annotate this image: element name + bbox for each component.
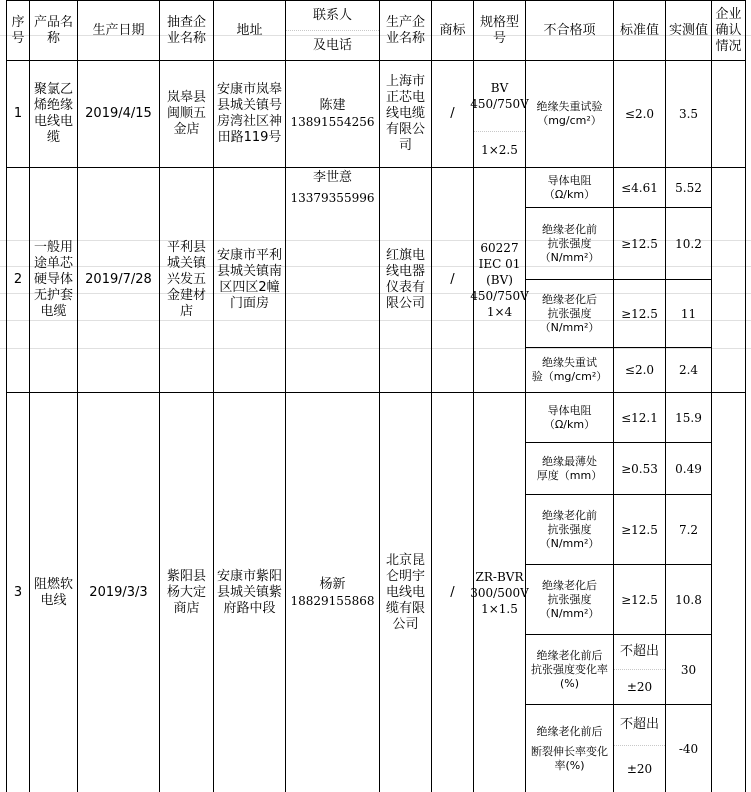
header-measured-value-label: 实测值: [668, 22, 708, 38]
row1-product-text: 聚氯乙烯绝缘电线电缆: [33, 82, 73, 145]
row3-measured-6[interactable]: [666, 705, 712, 792]
row2-standard-3[interactable]: [614, 280, 666, 348]
row3-item-4-l2: 抗张强度（N/mm²）: [539, 592, 600, 620]
row3-measured-1-text: 15.9: [675, 410, 702, 425]
row1-company-text: 岚皋县闽顺五金店: [166, 90, 206, 137]
row3-standard-1[interactable]: [614, 393, 666, 443]
row3-measured-3-text: 7.2: [678, 522, 699, 537]
row3-manufacturer-text: 北京昆仑明宇电线电缆有限公司: [385, 552, 425, 632]
row3-measured-4[interactable]: [666, 565, 712, 635]
row3-address-text: 安康市紫阳县城关镇紫府路中段: [216, 568, 282, 616]
row3-standard-3-text: ≥12.5: [621, 522, 658, 537]
row1-spec-b: 1×2.5: [474, 131, 525, 167]
row2-company[interactable]: [160, 168, 214, 393]
row2-date-text: 2019/7/28: [85, 272, 152, 287]
row1-seq[interactable]: [6, 61, 30, 168]
row3-product[interactable]: [30, 393, 78, 792]
header-address[interactable]: [214, 0, 286, 61]
row3-contact-name: 杨新: [319, 576, 346, 592]
row3-date[interactable]: [78, 393, 160, 792]
row3-standard-5-l2: ±20: [614, 669, 665, 704]
header-contact[interactable]: [286, 0, 380, 61]
row2-item-2-l1: 绝缘老化前: [542, 222, 597, 236]
header-standard-value-label: 标准值: [619, 22, 659, 38]
row2-standard-4[interactable]: [614, 348, 666, 393]
row3-measured-3[interactable]: [666, 495, 712, 565]
row2-item-3-l1: 绝缘老化后: [542, 292, 597, 306]
row3-trademark-text: /: [450, 584, 455, 600]
row1-product[interactable]: [30, 61, 78, 168]
row1-company[interactable]: [160, 61, 214, 168]
row3-trademark[interactable]: [432, 393, 474, 792]
row3-company[interactable]: [160, 393, 214, 792]
row3-standard-3[interactable]: [614, 495, 666, 565]
row3-standard-4[interactable]: [614, 565, 666, 635]
row2-item-2-l2: 抗张强度（N/mm²）: [539, 236, 600, 264]
row2-spec-a: 60227 IEC 01 (BV) 450/750V 1×4: [470, 241, 529, 319]
row2-trademark-text: /: [450, 272, 455, 287]
header-spec-model[interactable]: [474, 0, 526, 61]
row2-confirm[interactable]: [712, 168, 746, 393]
row3-item-6[interactable]: [526, 705, 614, 792]
row1-address-text: 安康市岚皋县城关镇号房湾社区神田路119号: [216, 82, 282, 145]
row2-spec[interactable]: [470, 168, 529, 393]
row2-item-2[interactable]: [526, 208, 614, 280]
header-seq-label: 序号: [11, 14, 25, 46]
header-trademark[interactable]: [432, 0, 474, 61]
header-seq[interactable]: [6, 0, 30, 61]
row1-manufacturer[interactable]: [380, 61, 432, 168]
row2-measured-2[interactable]: [666, 208, 712, 280]
row3-product-text: 阻燃软电线: [33, 576, 73, 608]
row3-contact[interactable]: [286, 393, 380, 792]
row3-standard-2[interactable]: [614, 443, 666, 495]
row3-measured-5[interactable]: [666, 635, 712, 705]
row2-item-1-l1: 导体电阻: [547, 173, 592, 187]
row3-item-6-l1: 绝缘老化前后: [536, 724, 603, 738]
row3-item-1-l2: （Ω/km）: [543, 417, 596, 431]
row1-date-text: 2019/4/15: [85, 106, 152, 121]
header-sampled-company[interactable]: [160, 0, 214, 61]
header-nonconforming-item-label: 不合格项: [543, 22, 596, 38]
row1-measured-1[interactable]: [666, 61, 712, 168]
row2-contact[interactable]: [286, 168, 380, 393]
row1-spec-a: BV 450/750V: [470, 81, 529, 111]
row3-measured-6-text: -40: [678, 741, 699, 756]
row2-company-text: 平利县城关镇兴发五金建材店: [166, 240, 206, 319]
row2-item-4-l2: 验（mg/cm²）: [531, 370, 608, 383]
row1-spec[interactable]: [470, 61, 529, 168]
row2-item-1[interactable]: [526, 168, 614, 208]
row1-contact[interactable]: [286, 61, 380, 168]
header-spec-model-label: 规格型号: [479, 14, 519, 46]
header-nonconforming-item[interactable]: [526, 0, 614, 61]
row2-seq-text: 2: [13, 272, 23, 287]
row2-trademark[interactable]: [432, 168, 474, 393]
row3-spec[interactable]: [470, 393, 529, 792]
row3-item-1-l1: 导体电阻: [547, 403, 592, 417]
row3-item-3-l1: 绝缘老化前: [542, 508, 597, 522]
header-contact-line1: 联系人: [312, 7, 352, 23]
row3-item-5-l1: 绝缘老化前后: [536, 648, 603, 662]
row2-address[interactable]: [214, 168, 286, 393]
row2-standard-1-text: ≤4.61: [621, 180, 658, 195]
row1-contact-phone: 13891554256: [290, 115, 375, 129]
row2-standard-1[interactable]: [614, 168, 666, 208]
row2-contact-name: 李世意: [312, 170, 352, 185]
row3-seq-text: 3: [13, 584, 23, 600]
row3-standard-2-text: ≥0.53: [621, 461, 658, 476]
row1-contact-name: 陈建: [319, 98, 346, 113]
row3-measured-2[interactable]: [666, 443, 712, 495]
row2-date[interactable]: [78, 168, 160, 393]
row3-item-1[interactable]: [526, 393, 614, 443]
row2-measured-3[interactable]: [666, 280, 712, 348]
row2-seq[interactable]: [6, 168, 30, 393]
row2-address-text: 安康市平利县城关镇南区四区2幢门面房: [216, 248, 282, 311]
row2-measured-4-text: 2.4: [678, 363, 699, 377]
row1-trademark-text: /: [450, 106, 455, 121]
row3-measured-1[interactable]: [666, 393, 712, 443]
row1-address[interactable]: [214, 61, 286, 168]
row2-item-3[interactable]: [526, 280, 614, 348]
row3-spec-a: ZR-BVR 300/500V 1×1.5: [470, 569, 529, 616]
row1-item-1[interactable]: [526, 61, 614, 168]
header-contact-line2: 及电话: [286, 30, 379, 60]
header-sampled-company-label: 抽查企业名称: [166, 14, 206, 46]
row2-measured-2-text: 10.2: [675, 236, 702, 251]
row3-standard-6-l1: 不超出: [619, 717, 659, 732]
header-measured-value[interactable]: [666, 0, 712, 61]
row2-manufacturer[interactable]: [380, 168, 432, 393]
header-product-name[interactable]: [30, 0, 78, 61]
header-production-date-label: 生产日期: [92, 22, 145, 38]
row2-item-1-l2: （Ω/km）: [543, 187, 596, 201]
row2-measured-1-text: 5.52: [675, 180, 702, 195]
row3-item-4[interactable]: [526, 565, 614, 635]
row1-measured-1-text: 3.5: [678, 107, 699, 121]
row3-standard-6[interactable]: [614, 705, 666, 792]
row3-item-3-l2: 抗张强度（N/mm²）: [539, 522, 600, 550]
row2-measured-4[interactable]: [666, 348, 712, 393]
row3-measured-4-text: 10.8: [675, 592, 702, 607]
row2-standard-2-text: ≥12.5: [621, 236, 658, 251]
row3-measured-2-text: 0.49: [675, 461, 702, 476]
row3-standard-1-text: ≤12.1: [621, 410, 658, 425]
row3-item-5[interactable]: [526, 635, 614, 705]
row3-item-3[interactable]: [526, 495, 614, 565]
row3-manufacturer[interactable]: [380, 393, 432, 792]
row2-measured-1[interactable]: [666, 168, 712, 208]
row3-company-text: 紫阳县杨大定商店: [166, 568, 206, 616]
row2-standard-4-text: ≤2.0: [624, 363, 655, 377]
header-manufacturer-label: 生产企业名称: [385, 14, 425, 46]
row1-standard-1-text: ≤2.0: [624, 107, 655, 121]
row3-item-2-l2: 厚度（mm）: [536, 468, 603, 482]
row3-standard-5[interactable]: [614, 635, 666, 705]
row1-item-1-text: 绝缘失重试验（mg/cm²）: [536, 100, 603, 127]
row2-contact-phone: 13379355996: [290, 191, 375, 205]
header-manufacturer[interactable]: [380, 0, 432, 61]
row1-seq-text: 1: [13, 106, 23, 121]
row2-manufacturer-text: 红旗电线电器仪表有限公司: [385, 248, 425, 311]
header-product-name-label: 产品名称: [33, 14, 73, 46]
header-production-date[interactable]: [78, 0, 160, 61]
row3-standard-5-l1: 不超出: [619, 644, 659, 659]
row3-item-2-l1: 绝缘最薄处: [542, 454, 597, 468]
row3-item-6-l2: 断裂伸长率变化率(%): [531, 744, 608, 772]
row3-item-2[interactable]: [526, 443, 614, 495]
row3-item-5-l2: 抗张强度变化率(%): [531, 662, 608, 690]
row1-standard-1[interactable]: [614, 61, 666, 168]
row2-standard-2[interactable]: [614, 208, 666, 280]
row2-measured-3-text: 11: [680, 306, 697, 321]
row2-item-3-l2: 抗张强度（N/mm²）: [539, 306, 600, 334]
row3-item-4-l1: 绝缘老化后: [542, 578, 597, 592]
row3-seq[interactable]: [6, 393, 30, 792]
header-standard-value[interactable]: [614, 0, 666, 61]
row3-standard-6-l2: ±20: [614, 745, 665, 792]
header-company-confirm[interactable]: [712, 0, 746, 61]
header-address-label: 地址: [236, 22, 263, 38]
row3-confirm[interactable]: [712, 393, 746, 792]
header-trademark-label: 商标: [439, 22, 466, 38]
row3-date-text: 2019/3/3: [89, 584, 148, 600]
header-company-confirm-label: 企业确认情况: [715, 6, 742, 54]
row2-product-text: 一般用途单芯硬导体无护套电缆: [33, 240, 73, 319]
row2-standard-3-text: ≥12.5: [621, 306, 658, 321]
row1-date[interactable]: [78, 61, 160, 168]
row3-address[interactable]: [214, 393, 286, 792]
row1-confirm[interactable]: [712, 61, 746, 168]
row3-standard-4-text: ≥12.5: [621, 592, 658, 607]
row2-item-4[interactable]: [526, 348, 614, 393]
row2-product[interactable]: [30, 168, 78, 393]
row3-contact-phone: 18829155868: [290, 593, 375, 608]
row2-item-4-l1: 绝缘失重试: [542, 356, 597, 369]
row3-measured-5-text: 30: [680, 662, 697, 677]
row1-manufacturer-text: 上海市正芯电线电缆有限公司: [385, 74, 425, 153]
